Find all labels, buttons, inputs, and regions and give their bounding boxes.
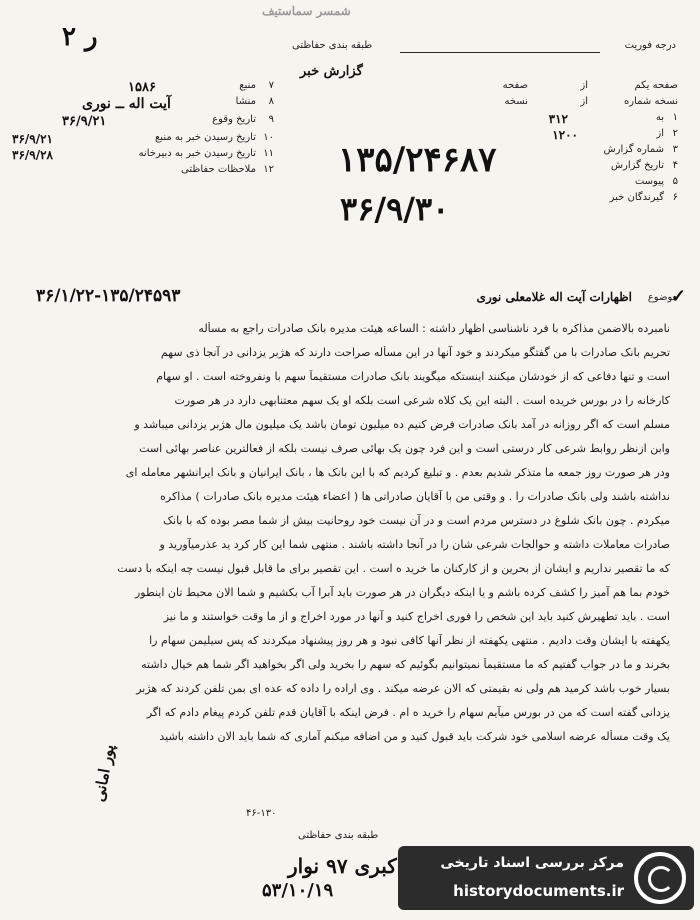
field-source: ۷ منبع ۱۵۸۶ (128, 80, 274, 95)
top-faint-header: شمسر سماستیف (262, 4, 351, 18)
body-line: بسیار خوب باشد کرمید هم ولی نه بقیمتی که الان عرضه میکند . وی اراده را داده که عده ای بمن تلفن کردند که هژبر (136, 682, 670, 695)
handwritten-report-date: ۳۶/۹/۳۰ (340, 190, 450, 228)
logo-emblem-icon (634, 852, 686, 904)
bottom-signature: کبری ۹۷ نوار (288, 854, 397, 878)
handwritten-report-number: ۱۳۵/۲۴۶۸۷ (338, 140, 497, 180)
left-fields (12, 80, 274, 180)
report-title: گزارش خبر (300, 64, 363, 79)
body-line: نامبرده بالاضمن مذاکره با فرد ناشناسی اظهار داشته : الساعه هیئت مدیره بانک صادرات راجع به مسأله (198, 322, 670, 335)
page-code: ۴۶-۱۳۰ (246, 808, 277, 819)
item-report-number: ۳ شماره گزارش (603, 144, 678, 155)
body-line: ودر هر صورت روز جمعه ما متذکر شدیم بعدم . و تبلیغ کردیم که با این بانک ها ، بانک ایرانیان و بانک ایرانشهر معامله ای (125, 466, 670, 479)
left-signature: پور امانی (90, 743, 118, 804)
body-line: یک وقت مسأله عرضه اسلامی خود شرکت باید قبول کنید و من اضافه میکنم آماری که شما باید الان داشته باشید (159, 730, 670, 743)
body-line: میکردم . چون بانک شلوغ در دسترس مردم است و در آن نیست خود روحانیت بیش از شما مصر بوده که با بانک (163, 514, 670, 527)
item-from: ۲ از ۱۲۰۰ (552, 128, 678, 142)
body-line: که ما تقصیر نداریم و ایشان از بحرین و از کارکنان ما خرید ه است . این تقصیر برای ما قابل قبول نیست چه اینکه با دست (117, 562, 670, 575)
priority-label: درجه فوریت (624, 40, 676, 51)
logo-url: historydocuments.ir (453, 882, 624, 900)
body-line: تحریم بانک صادرات با من گفتگو میکردند و خود آنها در این مسأله صراحت دارند که هژبر یزدانی در آنجا ذی سهم (160, 346, 670, 359)
copy-row: نسخه شماره از نسخه (504, 96, 678, 107)
classification-top: طبقه بندی حفاظتی (292, 40, 373, 51)
bottom-signature-date: ۵۳/۱۰/۱۹ (262, 880, 334, 901)
body-line: خودم بما هم آمیز را کشف کرده باشم و یا اینکه دیگران در هر صورت باید آبرا آب بکشیم و شما الان محیط تان اینطور (134, 586, 670, 599)
subject-text: اظهارات آیت اله غلامعلی نوری (476, 290, 632, 304)
body-line: نداشته باشند ولی بانک صادرات را . و وقتی من با آقایان صادراتی ها ( اعضاء هیئت مدیره بانک صادرات ) مذاکره (160, 490, 670, 503)
body-line: کارخانه را در بورس خریده است . البته این یک کلاه شرعی است بلکه او یک سهم معتنابهی دارد در هر صورت (174, 394, 670, 407)
item-report-date: ۴ تاریخ گزارش (610, 160, 678, 171)
body-line: یزدانی گفته است که من در بورس میآیم سهام را خرید ه ام . فرض اینکه با آقایان قدم تلفن کردم پیغام دادم که اگر (146, 706, 670, 719)
body-line: صادرات معاملات داشته و حوالجات شرعی شان را در آنجا داشته باشند . منتهی شما این کار کرد ید عذرمیآورید و (159, 538, 670, 551)
field-source-receipt-date: ۱۰ تاریخ رسیدن خبر به منبع ۳۶/۹/۲۱ (12, 132, 274, 146)
handwritten-subject-ref: ۳۶/۱/۲۲-۱۳۵/۲۴۵۹۳ (36, 286, 181, 306)
field-origin: ۸ منشا آیت اله ــ نوری (82, 96, 274, 112)
body-line: وابن ازنظر روابط شرعی کار درستی است و این فرد چون یک بهائی صرف نیست بلکه از فعالترین عناصر بهائی است (139, 442, 670, 455)
body-line: یکهفته با ایشان وقت دادیم . منتهی یکهفته از نظر آنها کافی نبود و هر روز پیشنهاد میکردند که پس سیلیمن سهام را (149, 634, 670, 647)
body-line: است . باید تطهیرش کنید باید این شخص را فوری اخراج کنید و آنها در مورد اخراج و از ما وقت خواستند و ما نیز (163, 610, 670, 623)
subject-label: موضوع (647, 292, 678, 303)
classification-bottom: طبقه بندی حفاظتی (298, 830, 379, 841)
item-recipients: ۶ گیرندگان خبر (609, 192, 678, 203)
body-line: است و تنها دفاعی که از خودشان میکنند اینستکه میگویند بانک صادرات مستقیماً سهم با ونفروخته است . او سهام (156, 370, 670, 383)
priority-rule (400, 52, 600, 53)
item-to: ۱ به ۳۱۲ (548, 112, 678, 126)
field-security-notes: ۱۲ ملاحظات حفاظتی (181, 164, 274, 175)
handwritten-mark: ۲ ر (62, 22, 98, 52)
check-mark-icon: ✓ (670, 286, 686, 307)
field-office-receipt-date: ۱۱ تاریخ رسیدن خبر به دبیرخانه ۳۶/۹/۲۸ (12, 148, 274, 162)
body-line: بخرند و ما در جواب گفتیم که ما مستقیماً نمیتوانیم بگوئیم که سهم را بخرید ولی اگر بخواهید اگر شما هم خیال داشته (141, 658, 670, 671)
field-event-date: ۹ تاریخ وقوع ۳۶/۹/۲۱ (62, 114, 274, 129)
page-row: صفحه یکم از صفحه (502, 80, 678, 91)
body-line: مسلم است که اگر روزانه در آمد بانک صادرات فرض کنیم ده میلیون تومان باشد یک میلیون مال هژبر یزدانی میباشد و (134, 418, 670, 431)
logo-title: مرکز بررسی اسناد تاریخی (440, 855, 624, 871)
item-attachment: ۵ پیوست (634, 176, 678, 187)
history-documents-logo (398, 846, 694, 910)
